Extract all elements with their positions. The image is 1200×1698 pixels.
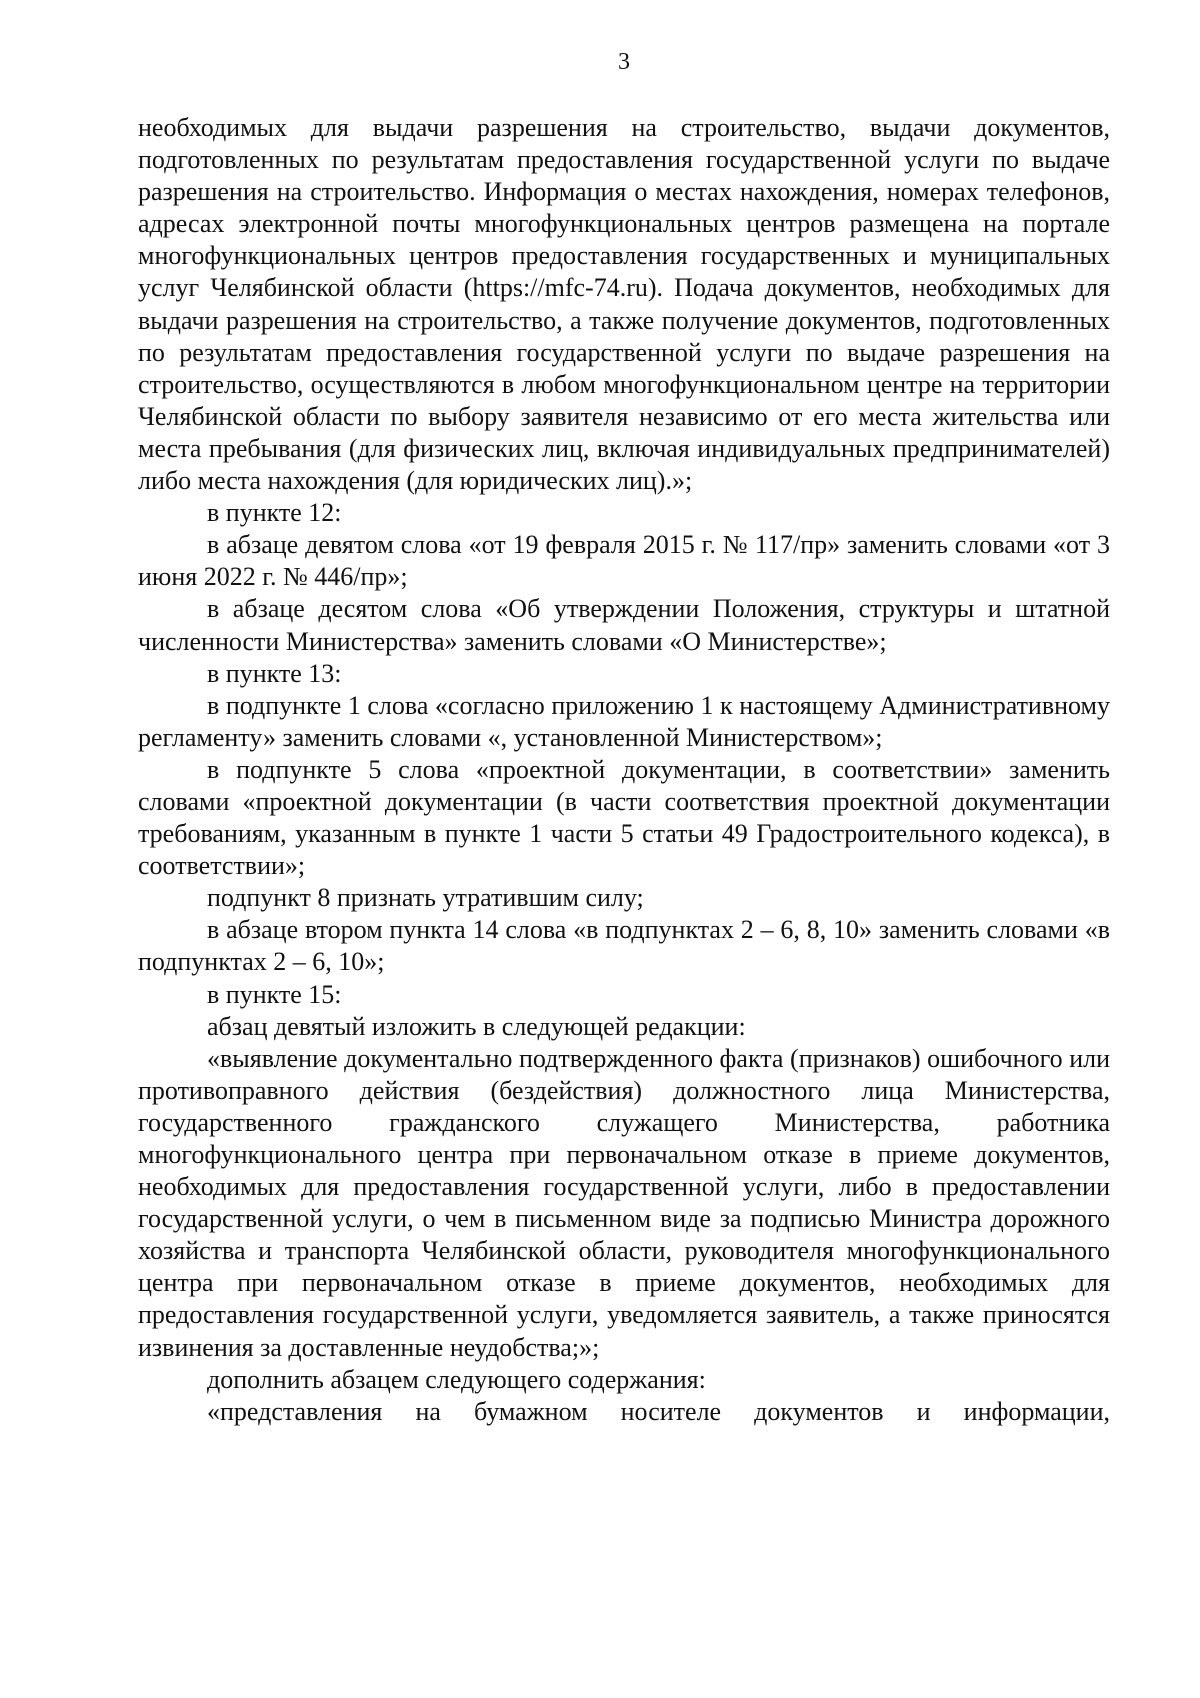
paragraph-subpoint-1: в подпункте 1 слова «согласно приложению 1 к настоящему Административному регламенту» заменить словами «, установленной Министерством»; (138, 690, 1110, 752)
paragraph-abzac-10: в абзаце десятом слова «Об утверждении Положения, структуры и штатной численности Министерства» заменить словами «О Министерстве»; (138, 594, 1110, 656)
paragraph-point-14: в абзаце втором пункта 14 слова «в подпунктах 2 – 6, 8, 10» заменить словами «в подпунктах 2 – 6, 10»; (138, 915, 1110, 977)
paragraph-quote-violation: «выявление документально подтвержденного факта (признаков) ошибочного или противоправного действия (бездействия) должностного лица Министерства, государственного гражданского служащего Министерства, работника многофункционального центра при первоначальном отказе в приеме документов, необходимых для предоставления государственной услуги, либо в предоставлении государственной услуги, о чем в письменном виде за подписью Министра дорожного хозяйства и транспорта Челябинской области, руководителя многофункционального центра при первоначальном отказе в приеме документов, необходимых для предоставления государственной услуги, уведомляется заявитель, а также приносятся извинения за доставленные неудобства;»; (138, 1043, 1110, 1362)
paragraph-add-abzac: дополнить абзацем следующего содержания: (207, 1364, 706, 1394)
paragraph-abzac-9-new: абзац девятый изложить в следующей редакции: (207, 1011, 746, 1041)
paragraph-subpoint-5: в подпункте 5 слова «проектной документации, в соответствии» заменить словами «проектной документации (в части соответствия проектной документации требованиям, указанным в пункте 1 части 5 статьи 49 Градостроительного кодекса), в соответствии»; (138, 754, 1110, 881)
paragraph-abzac-9: в абзаце девятом слова «от 19 февраля 2015 г. № 117/пр» заменить словами «от 3 июня 2022 г. № 446/пр»; (138, 530, 1110, 592)
document-body (138, 112, 1110, 1428)
paragraph-subpoint-8: подпункт 8 признать утратившим силу; (207, 883, 644, 913)
paragraph-quote-paper: «представления на бумажном носителе документов и информации, (207, 1396, 1110, 1426)
paragraph-mfc-info: необходимых для выдачи разрешения на строительство, выдачи документов, подготовленных по результатам предоставления государственной услуги по выдаче разрешения на строительство. Информация о местах нахождения, номерах телефонов, адресах электронной почты многофункциональных центров размещена на портале многофункциональных центров предоставления государственных и муниципальных услуг Челябинской области (https://mfc-74.ru). Подача документов, необходимых для выдачи разрешения на строительство, а также получение документов, подготовленных по результатам предоставления государственной услуги по выдаче разрешения на строительство, осуществляются в любом многофункциональном центре на территории Челябинской области по выбору заявителя независимо от его места жительства или места пребывания (для физических лиц, включая индивидуальных предпринимателей) либо места нахождения (для юридических лиц).»; (138, 113, 1110, 496)
paragraph-point-12: в пункте 12: (207, 498, 342, 528)
paragraph-point-13: в пункте 13: (207, 658, 342, 688)
paragraph-point-15: в пункте 15: (207, 979, 342, 1009)
page-number: 3 (618, 49, 630, 75)
